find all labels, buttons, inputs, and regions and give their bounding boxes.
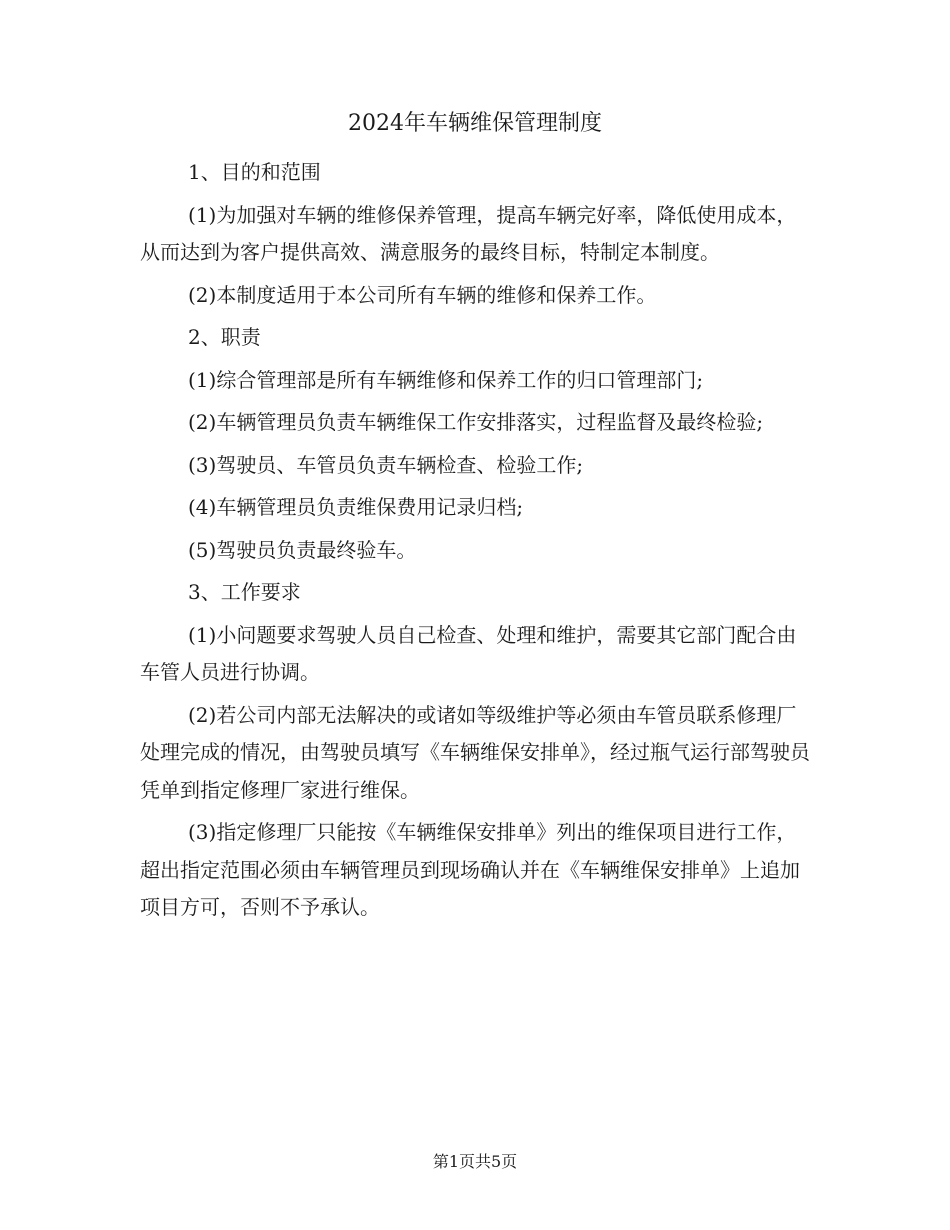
paragraph-responsibility-4: (4)车辆管理员负责维保费用记录归档; bbox=[188, 495, 524, 519]
paragraph-purpose-2: (2)本制度适用于本公司所有车辆的维修和保养工作。 bbox=[188, 282, 657, 307]
section-heading-responsibilities: 2、职责 bbox=[188, 325, 261, 349]
paragraph-purpose-1: (1)为加强对车辆的维修保养管理，提高车辆完好率，降低使用成本，从而达到为客户提供高效、满意服务的最终目标，特制定本制度。 bbox=[140, 202, 797, 264]
paragraph-requirement-1: (1)小问题要求驾驶人员自己检查、处理和维护，需要其它部门配合由车管人员进行协调。 bbox=[140, 622, 797, 684]
document-title: 2024年车辆维保管理制度 bbox=[348, 111, 602, 136]
paragraph-requirement-3: (3)指定修理厂只能按《车辆维保安排单》列出的维保项目进行工作，超出指定范围必须由车辆管理员到现场确认并在《车辆维保安排单》上追加项目方可，否则不予承认。 bbox=[140, 820, 800, 919]
paragraph-responsibility-5: (5)驾驶员负责最终验车。 bbox=[188, 537, 417, 562]
document-body bbox=[140, 154, 812, 932]
section-heading-requirements: 3、工作要求 bbox=[188, 580, 301, 604]
section-heading-purpose: 1、目的和范围 bbox=[188, 160, 321, 184]
paragraph-responsibility-1: (1)综合管理部是所有车辆维修和保养工作的归口管理部门; bbox=[188, 367, 704, 392]
page-number-footer: 第1页共5页 bbox=[432, 1152, 518, 1171]
paragraph-responsibility-3: (3)驾驶员、车管员负责车辆检查、检验工作; bbox=[188, 452, 584, 477]
paragraph-requirement-2: (2)若公司内部无法解决的或诸如等级维护等必须由车管员联系修理厂处理完成的情况，由驾驶员填写《车辆维保安排单》，经过瓶气运行部驾驶员凭单到指定修理厂家进行维保。 bbox=[140, 702, 810, 802]
paragraph-responsibility-2: (2)车辆管理员负责车辆维保工作安排落实，过程监督及最终检验; bbox=[188, 410, 764, 434]
